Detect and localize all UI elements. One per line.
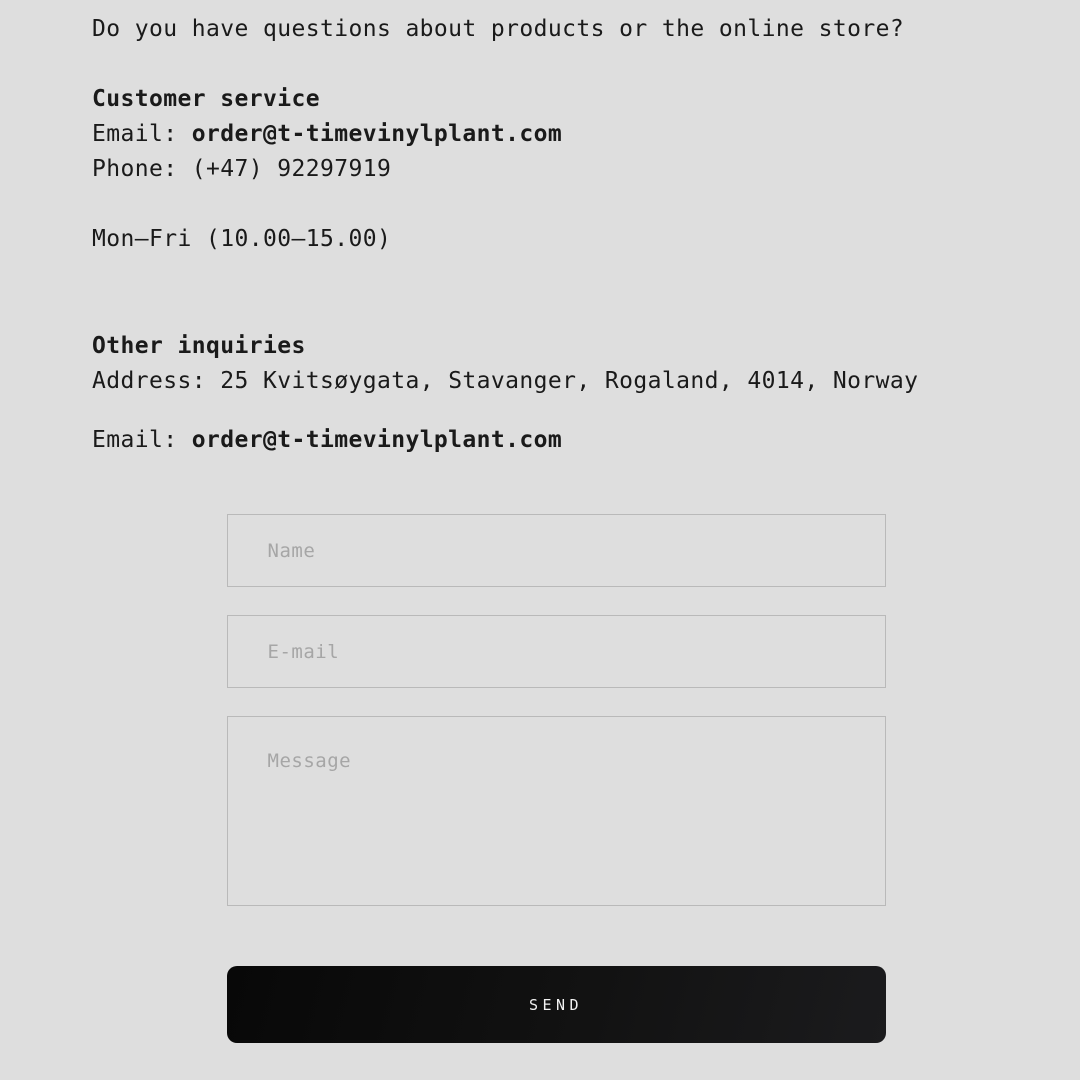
- address-line: [92, 364, 1020, 399]
- phone-number: (+47) 92297919: [191, 156, 392, 182]
- opening-hours-text: Mon–Fri (10.00–15.00): [92, 226, 392, 252]
- customer-service-heading: Customer service: [92, 86, 320, 112]
- name-input[interactable]: [227, 514, 886, 587]
- phone-label: Phone:: [92, 156, 192, 182]
- other-inquiries-email-link[interactable]: order@t-timevinylplant.com: [191, 427, 563, 453]
- address-label: Address:: [92, 368, 221, 394]
- address-value: 25 Kvitsøygata, Stavanger, Rogaland, 4014, Norway: [220, 368, 919, 394]
- customer-service-section: [92, 82, 1020, 187]
- customer-service-phone-line: [92, 152, 1020, 187]
- contact-form: [227, 514, 886, 1043]
- message-input[interactable]: [227, 716, 886, 906]
- email-label: Email:: [92, 121, 192, 147]
- customer-service-email-line: [92, 117, 1020, 152]
- email-label-2: Email:: [92, 427, 192, 453]
- customer-service-email-link[interactable]: order@t-timevinylplant.com: [191, 121, 563, 147]
- send-button[interactable]: SEND: [227, 966, 886, 1043]
- intro-question-text: Do you have questions about products or the online store?: [92, 16, 905, 42]
- email-input[interactable]: [227, 615, 886, 688]
- other-inquiries-heading: Other inquiries: [92, 333, 306, 359]
- other-inquiries-email-line: [92, 423, 1020, 458]
- other-inquiries-section: [92, 329, 1020, 399]
